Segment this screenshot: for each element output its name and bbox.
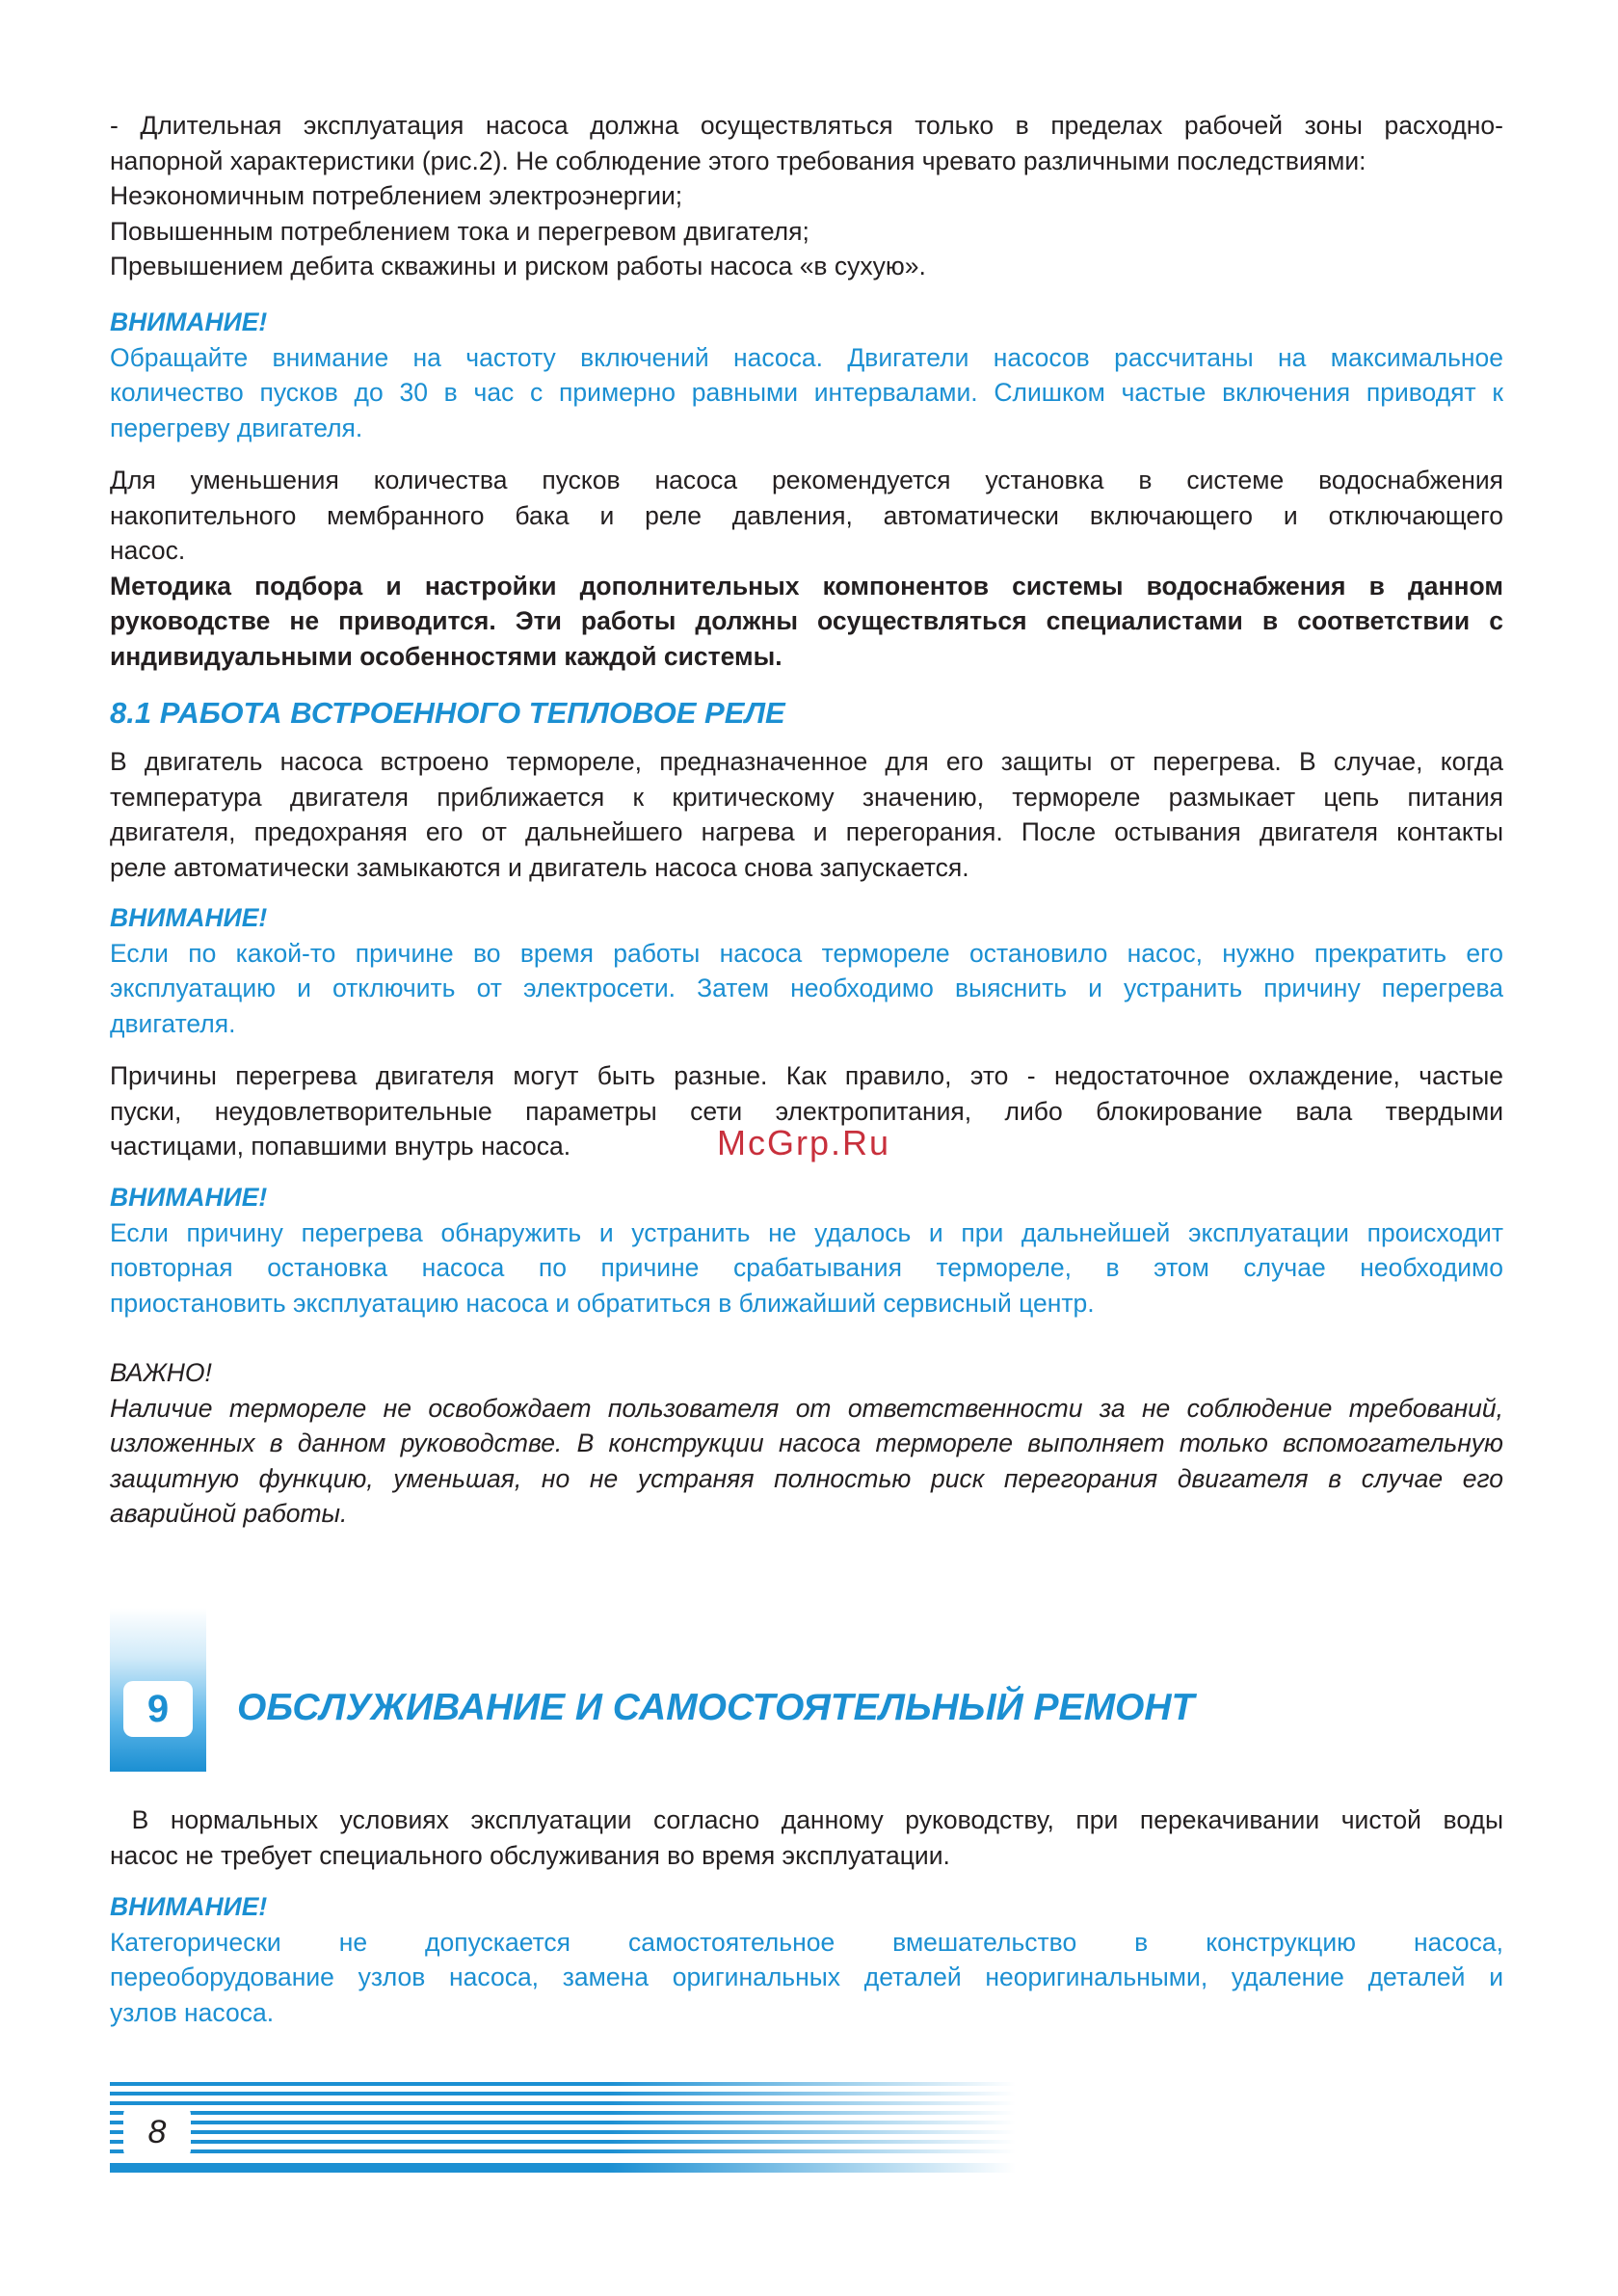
footer-stripe	[110, 2163, 1016, 2173]
text-line: напорной характеристики (рис.2). Не соблюдение этого требования чревато различными последствиями:	[110, 146, 1366, 175]
text-line: руководстве не приводится. Эти работы должны осуществляться специалистами в соответствии с	[110, 606, 1503, 635]
footer-stripes	[110, 2082, 1016, 2180]
text-line: аварийной работы.	[110, 1499, 348, 1528]
text-line: защитную функцию, уменьшая, но не устраняя полностью риск перегорания двигателя в случае его	[110, 1463, 1503, 1493]
chapter-title: ОБСЛУЖИВАНИЕ И САМОСТОЯТЕЛЬНЫЙ РЕМОНТ	[237, 1687, 1195, 1728]
text-line: Причины перегрева двигателя могут быть разные. Как правило, это - недостаточное охлаждение, частые	[110, 1061, 1503, 1090]
page-number: 8	[123, 2105, 191, 2159]
text-line: насос.	[110, 536, 186, 565]
text-line: узлов насоса.	[110, 1997, 275, 2027]
text-line: количество пусков до 30 в час с примерно равными интервалами. Слишком частые включения приводят к	[110, 378, 1503, 407]
watermark: McGrp.Ru	[717, 1123, 891, 1162]
text-line: накопительного мембранного бака и реле давления, автоматически включающего и отключающего	[110, 500, 1503, 530]
warning-block-4	[110, 1889, 1503, 2030]
text-line: Наличие термореле не освобождает пользователя от ответственности за не соблюдение требований,	[110, 1393, 1503, 1423]
text-line: переоборудование узлов насоса, замена оригинальных деталей неоригинальными, удаление деталей и	[110, 1962, 1503, 1991]
footer-stripe	[110, 2140, 1016, 2144]
maintenance-paragraph	[110, 1802, 1503, 1873]
footer-stripe	[110, 2092, 1016, 2096]
chapter-number: 9	[123, 1681, 193, 1737]
text-line: насос не требует специального обслуживания во время эксплуатации.	[110, 1840, 950, 1870]
text-line: Категорически не допускается самостоятельное вмешательство в конструкцию насоса,	[110, 1927, 1503, 1957]
warning-label: ВНИМАНИЕ!	[110, 903, 268, 932]
footer-stripe	[110, 2082, 1016, 2086]
text-line: индивидуальными особенностями каждой системы.	[110, 641, 782, 671]
list-item: Неэкономичным потреблением электроэнергии;	[110, 181, 683, 210]
text-line: Обращайте внимание на частоту включений насоса. Двигатели насосов рассчитаны на максимальное	[110, 342, 1503, 372]
warning-label: ВНИМАНИЕ!	[110, 1183, 268, 1212]
text-line: повторная остановка насоса по причине срабатывания термореле, в этом случае необходимо	[110, 1253, 1503, 1282]
list-item: Повышенным потреблением тока и перегревом двигателя;	[110, 216, 809, 246]
text-line: Методика подбора и настройки дополнительных компонентов системы водоснабжения в данном	[110, 571, 1503, 601]
text-line: пуски, неудовлетворительные параметры сети электропитания, либо блокирование вала твердыми	[110, 1096, 1503, 1126]
footer-stripe	[110, 2101, 1016, 2105]
footer-stripe	[110, 2149, 1016, 2153]
text-line: температура двигателя приближается к критическому значению, термореле размыкает цепь питания	[110, 782, 1503, 812]
text-line: Если по какой-то причине во время работы насоса термореле остановило насос, нужно прекратить его	[110, 938, 1503, 968]
important-label: ВАЖНО!	[110, 1358, 212, 1387]
text-line: Если причину перегрева обнаружить и устранить не удалось и при дальнейшей эксплуатации происходит	[110, 1217, 1503, 1247]
warning-label: ВНИМАНИЕ!	[110, 307, 268, 336]
text-line: перегреву двигателя.	[110, 413, 363, 442]
section-heading: 8.1 РАБОТА ВСТРОЕННОГО ТЕПЛОВОЕ РЕЛЕ	[110, 696, 785, 730]
intro-paragraph	[110, 108, 1503, 284]
text-line: изложенных в данном руководстве. В конструкции насоса термореле выполняет только вспомогательную	[110, 1428, 1503, 1457]
text-line: двигателя, предохраняя его от дальнейшего нагрева и перегорания. После остывания двигателя контакты	[110, 817, 1503, 846]
tank-paragraph	[110, 463, 1503, 674]
text-line: - Длительная эксплуатация насоса должна осуществляться только в пределах рабочей зоны расходно-	[110, 111, 1503, 140]
text-line: частицами, попавшими внутрь насоса.	[110, 1132, 571, 1161]
important-note	[110, 1355, 1503, 1532]
footer-stripe	[110, 2121, 1016, 2124]
warning-block-3	[110, 1180, 1503, 1321]
footer-stripe	[110, 2130, 1016, 2134]
section-8-1-body	[110, 744, 1503, 885]
footer-stripe	[110, 2111, 1016, 2115]
warning-block-2	[110, 900, 1503, 1041]
warning-label: ВНИМАНИЕ!	[110, 1892, 268, 1921]
text-line: двигателя.	[110, 1008, 236, 1038]
list-item: Превышением дебита скважины и риском работы насоса «в сухую».	[110, 252, 926, 280]
text-line: эксплуатацию и отключить от электросети. Затем необходимо выяснить и устранить причину перегрева	[110, 974, 1503, 1002]
text-line: приостановить эксплуатацию насоса и обратиться в ближайший сервисный центр.	[110, 1288, 1095, 1318]
text-line: Для уменьшения количества пусков насоса рекомендуется установка в системе водоснабжения	[110, 466, 1503, 494]
text-line: В двигатель насоса встроено термореле, предназначенное для его защиты от перегрева. В случае, когда	[110, 747, 1503, 776]
text-line: реле автоматически замыкаются и двигатель насоса снова запускается.	[110, 852, 969, 882]
text-line: В нормальных условиях эксплуатации согласно данному руководству, при перекачивании чистой воды	[110, 1805, 1503, 1834]
warning-block-1	[110, 305, 1503, 445]
